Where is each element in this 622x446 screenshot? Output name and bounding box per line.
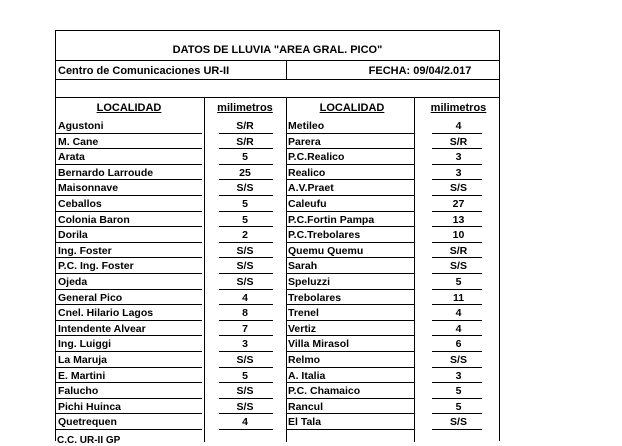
- cell-underline: [286, 289, 414, 290]
- table-row: [56, 415, 499, 431]
- cell-underline: [432, 133, 482, 134]
- locality-cell: Dorila: [58, 229, 88, 242]
- cell-underline: [219, 273, 273, 274]
- millimeters-cell: 5: [242, 369, 248, 382]
- cell-underline: [56, 304, 202, 305]
- millimeters-cell: 5: [242, 197, 248, 210]
- cell-underline: [432, 413, 482, 414]
- cell-underline: [219, 335, 273, 336]
- cell-underline: [56, 320, 202, 321]
- report-title: DATOS DE LLUVIA "AREA GRAL. PICO": [172, 44, 383, 56]
- millimeters-cell: 11: [452, 291, 465, 304]
- cell-underline: [286, 257, 414, 258]
- locality-cell: Metileo: [288, 120, 325, 132]
- table-row: [56, 228, 499, 244]
- millimeters-cell: 2: [242, 229, 248, 242]
- cell-underline: [219, 179, 273, 180]
- cell-underline: [56, 367, 202, 368]
- table-row: [56, 181, 499, 197]
- cell-underline: [432, 289, 482, 290]
- divider: [286, 60, 287, 79]
- table-row: [56, 150, 499, 166]
- cell-underline: [56, 335, 202, 336]
- footer-note: C.C. UR-II GP: [57, 435, 121, 446]
- cell-underline: [219, 195, 273, 196]
- millimeters-cell: 10: [452, 229, 465, 242]
- millimeters-cell: 3: [455, 151, 462, 164]
- header-locality-1: LOCALIDAD: [96, 102, 162, 114]
- locality-cell: P.C.Trebolares: [288, 229, 361, 242]
- cell-underline: [432, 398, 482, 399]
- table-row: [56, 384, 499, 400]
- cell-underline: [432, 273, 482, 274]
- millimeters-cell: S/S: [236, 353, 254, 366]
- cell-underline: [286, 429, 414, 430]
- cell-underline: [56, 382, 202, 383]
- cell-underline: [219, 367, 273, 368]
- cell-underline: [432, 195, 482, 196]
- cell-underline: [286, 211, 414, 212]
- cell-underline: [432, 226, 482, 227]
- millimeters-cell: S/S: [236, 400, 254, 413]
- cell-underline: [56, 242, 202, 243]
- header-locality-2: LOCALIDAD: [319, 102, 385, 114]
- cell-underline: [56, 398, 202, 399]
- cell-underline: [56, 273, 202, 274]
- cell-underline: [56, 211, 202, 212]
- cell-underline: [432, 351, 482, 352]
- table-row: [56, 244, 499, 260]
- locality-cell: A.V.Praet: [288, 182, 334, 195]
- rainfall-report-sheet: [55, 30, 500, 441]
- table-row: [56, 291, 499, 307]
- locality-cell: Ceballos: [58, 197, 102, 210]
- cell-underline: [432, 304, 482, 305]
- locality-cell: Caleufu: [288, 197, 327, 210]
- cell-underline: [286, 273, 414, 274]
- locality-cell: A. Italia: [288, 369, 326, 382]
- locality-cell: Rancul: [288, 400, 324, 413]
- cell-underline: [286, 304, 414, 305]
- millimeters-cell: 25: [239, 166, 251, 179]
- cell-underline: [432, 179, 482, 180]
- table-row: [56, 259, 499, 275]
- cell-underline: [432, 242, 482, 243]
- locality-cell: P.C. Ing. Foster: [58, 260, 134, 273]
- cell-underline: [286, 226, 414, 227]
- communications-center: Centro de Comunicaciones UR-II: [58, 65, 230, 77]
- cell-underline: [286, 413, 414, 414]
- cell-underline: [219, 289, 273, 290]
- header-millimeters-2: milimetros: [430, 102, 487, 114]
- cell-underline: [219, 148, 273, 149]
- millimeters-cell: 13: [452, 213, 465, 226]
- cell-underline: [432, 164, 482, 165]
- cell-underline: [56, 351, 202, 352]
- locality-cell: E. Martini: [58, 369, 106, 382]
- table-row: [56, 135, 499, 151]
- cell-underline: [219, 429, 273, 430]
- cell-underline: [219, 242, 273, 243]
- millimeters-cell: 3: [242, 338, 248, 351]
- cell-underline: [56, 133, 202, 134]
- cell-underline: [219, 382, 273, 383]
- cell-underline: [286, 148, 414, 149]
- cell-underline: [56, 148, 202, 149]
- locality-cell: P.C.Realico: [288, 151, 345, 164]
- locality-cell: Ing. Luiggi: [58, 338, 112, 351]
- locality-cell: Intendente Alvear: [58, 322, 146, 335]
- locality-cell: Quetrequen: [58, 416, 117, 429]
- locality-cell: La Maruja: [58, 353, 108, 366]
- cell-underline: [286, 351, 414, 352]
- locality-cell: Cnel. Hilario Lagos: [58, 307, 154, 320]
- millimeters-cell: 8: [242, 307, 248, 320]
- cell-underline: [286, 320, 414, 321]
- cell-underline: [432, 148, 482, 149]
- table-row: [56, 369, 499, 385]
- table-row: [56, 353, 499, 369]
- millimeters-cell: 4: [455, 307, 462, 320]
- locality-cell: Agustoni: [58, 120, 104, 132]
- cell-underline: [432, 257, 482, 258]
- cell-underline: [56, 257, 202, 258]
- table-row: [56, 400, 499, 416]
- cell-underline: [286, 164, 414, 165]
- locality-cell: Speluzzi: [288, 275, 331, 288]
- table-row: [56, 166, 499, 182]
- millimeters-cell: 6: [455, 338, 462, 351]
- locality-cell: Trenel: [288, 307, 319, 320]
- millimeters-cell: 3: [455, 369, 462, 382]
- cell-underline: [56, 195, 202, 196]
- cell-underline: [286, 179, 414, 180]
- locality-cell: Sarah: [288, 260, 318, 273]
- cell-underline: [432, 429, 482, 430]
- locality-cell: P.C.Fortin Pampa: [288, 213, 375, 226]
- locality-cell: M. Cane: [58, 135, 99, 148]
- rainfall-table: [56, 119, 499, 431]
- millimeters-cell: S/S: [236, 385, 254, 398]
- millimeters-cell: S/R: [236, 120, 254, 132]
- locality-cell: Trebolares: [288, 291, 342, 304]
- table-row: [56, 322, 499, 338]
- cell-underline: [286, 398, 414, 399]
- divider: [56, 60, 499, 61]
- locality-cell: Ing. Foster: [58, 244, 112, 257]
- millimeters-cell: S/S: [450, 353, 467, 366]
- cell-underline: [219, 351, 273, 352]
- cell-underline: [219, 133, 273, 134]
- millimeters-cell: 5: [455, 275, 462, 288]
- millimeters-cell: S/R: [236, 135, 254, 148]
- locality-cell: Parera: [288, 135, 321, 148]
- millimeters-cell: S/S: [236, 275, 254, 288]
- divider: [56, 79, 499, 80]
- table-row: [56, 275, 499, 291]
- millimeters-cell: S/S: [450, 260, 467, 273]
- millimeters-cell: S/R: [449, 244, 468, 257]
- cell-underline: [219, 257, 273, 258]
- millimeters-cell: 4: [455, 322, 462, 335]
- cell-underline: [56, 429, 202, 430]
- locality-cell: Pichi Huinca: [58, 400, 122, 413]
- table-row: [56, 337, 499, 353]
- millimeters-cell: 7: [242, 322, 248, 335]
- cell-underline: [56, 413, 202, 414]
- cell-underline: [219, 398, 273, 399]
- locality-cell: Relmo: [288, 353, 321, 366]
- table-row: [56, 119, 499, 135]
- cell-underline: [56, 289, 202, 290]
- cell-underline: [286, 335, 414, 336]
- cell-underline: [219, 304, 273, 305]
- cell-underline: [219, 320, 273, 321]
- millimeters-cell: S/S: [450, 182, 467, 195]
- locality-cell: El Tala: [288, 416, 322, 429]
- millimeters-cell: 5: [242, 213, 248, 226]
- cell-underline: [432, 211, 482, 212]
- locality-cell: Bernardo Larroude: [58, 166, 154, 179]
- millimeters-cell: 5: [455, 400, 462, 413]
- table-row: [56, 197, 499, 213]
- millimeters-cell: 4: [242, 291, 248, 304]
- header-millimeters-1: milimetros: [217, 102, 273, 114]
- locality-cell: Quemu Quemu: [288, 244, 364, 257]
- millimeters-cell: 5: [242, 151, 248, 164]
- locality-cell: General Pico: [58, 291, 123, 304]
- cell-underline: [219, 211, 273, 212]
- cell-underline: [286, 133, 414, 134]
- locality-cell: Vertiz: [288, 322, 317, 335]
- cell-underline: [432, 367, 482, 368]
- millimeters-cell: 27: [452, 197, 465, 210]
- locality-cell: P.C. Chamaico: [288, 385, 361, 398]
- cell-underline: [286, 382, 414, 383]
- millimeters-cell: S/S: [450, 416, 467, 429]
- cell-underline: [56, 226, 202, 227]
- cell-underline: [432, 320, 482, 321]
- cell-underline: [56, 164, 202, 165]
- cell-underline: [219, 164, 273, 165]
- cell-underline: [432, 382, 482, 383]
- cell-underline: [286, 367, 414, 368]
- locality-cell: Maisonnave: [58, 182, 119, 195]
- millimeters-cell: 4: [242, 416, 248, 429]
- locality-cell: Colonia Baron: [58, 213, 130, 226]
- millimeters-cell: S/S: [236, 182, 254, 195]
- cell-underline: [219, 226, 273, 227]
- divider: [56, 97, 499, 98]
- locality-cell: Villa Mirasol: [288, 338, 350, 351]
- locality-cell: Arata: [58, 151, 85, 164]
- millimeters-cell: 5: [455, 385, 462, 398]
- millimeters-cell: S/S: [236, 260, 254, 273]
- cell-underline: [219, 413, 273, 414]
- millimeters-cell: S/R: [449, 135, 468, 148]
- locality-cell: Realico: [288, 166, 326, 179]
- cell-underline: [286, 242, 414, 243]
- millimeters-cell: 4: [455, 120, 462, 132]
- millimeters-cell: S/S: [236, 244, 254, 257]
- cell-underline: [432, 335, 482, 336]
- table-row: [56, 306, 499, 322]
- cell-underline: [56, 179, 202, 180]
- report-date: FECHA: 09/04/2.017: [368, 65, 472, 77]
- locality-cell: Falucho: [58, 385, 99, 398]
- locality-cell: Ojeda: [58, 275, 88, 288]
- table-row: [56, 213, 499, 229]
- millimeters-cell: 3: [455, 166, 462, 179]
- cell-underline: [286, 195, 414, 196]
